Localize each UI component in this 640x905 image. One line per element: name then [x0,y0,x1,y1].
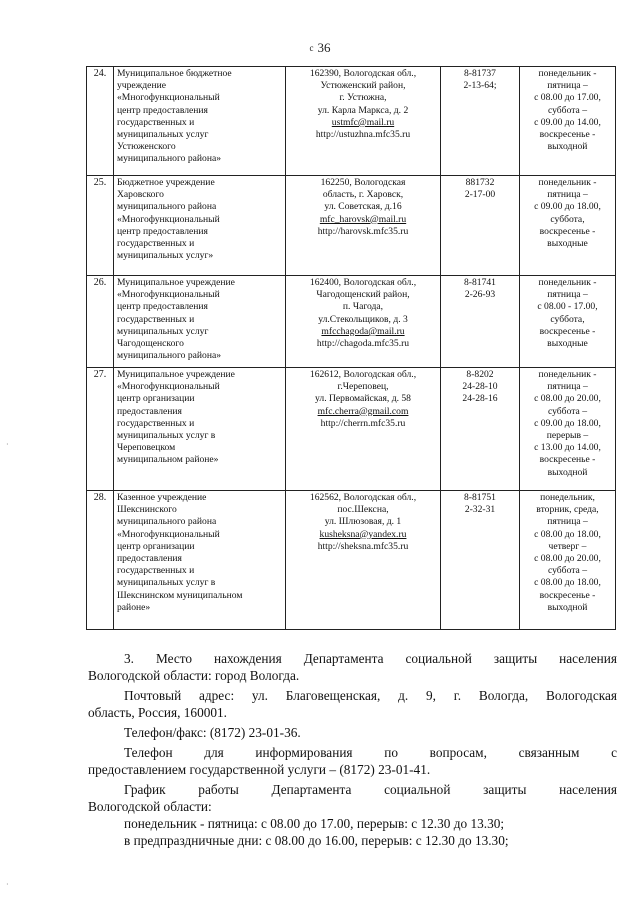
hours-cell [520,491,616,630]
org-name-line: районе» [117,601,151,613]
hours-line: с 13.00 до 14.00, [534,442,601,454]
address-line: 162612, Вологодская обл., [309,369,417,380]
org-name-cell [114,67,286,176]
page-number: c 36 [309,40,331,55]
org-name-line: муниципального района» [117,153,222,165]
address-cell [286,368,441,491]
hours-line: четверг – [548,540,587,552]
org-name-line: «Многофункциональный [117,92,220,104]
org-name-cell [114,368,286,491]
hours-line: воскресенье - [539,589,596,601]
hours-line: выходной [547,466,588,478]
hours-line: перерыв – [546,430,589,442]
org-name-line: центр организации [117,393,195,405]
org-name-line: «Многофункциональный [117,528,220,540]
email-link[interactable]: ustmfc@mail.ru [331,116,395,128]
org-name-line: муниципальном районе» [117,454,219,466]
hours-line: понедельник - [538,277,597,288]
address-line: 162562, Вологодская обл., [309,492,417,503]
email-link[interactable]: mfc_harovsk@mail.ru [319,213,407,225]
org-name-line: Харовского [117,189,164,201]
hours-cell [520,368,616,491]
hours-line: выходной [547,601,588,613]
hours-line: выходные [547,338,588,350]
hours-line: вторник, среда, [536,504,599,516]
phone-line: 24-28-10 [462,381,498,393]
phone-line: 2-13-64; [463,80,497,92]
org-name-line: Чагодощенского [117,338,184,350]
info-phone-line-1: Телефон для информирования по вопросам, связанным с [124,745,617,760]
phone-line: 8-81737 [464,68,496,79]
address-line: п. Чагода, [342,301,384,313]
schedule-heading-line-2: Вологодской области: [88,799,212,814]
email-link[interactable]: mfc.cherra@gmail.com [317,405,409,417]
hours-line: пятница – [547,289,588,301]
email-link[interactable]: mfcchagoda@mail.ru [321,325,405,337]
org-name-line: центр предоставления [117,104,208,116]
org-name-line: муниципальных услуг в [117,577,216,589]
hours-line: с 08.00 до 20.00, [534,393,601,405]
phone-line: 8-81741 [464,277,496,288]
row-number: 27. [87,368,114,491]
location-line-1: 3. Место нахождения Департамента социальной защиты населения [124,651,617,666]
address-line: пос.Шексна, [337,504,389,516]
email-link[interactable]: kusheksna@yandex.ru [319,528,407,540]
org-name-line: государственных и [117,313,195,325]
org-name-line: государственных и [117,238,195,250]
phone-fax: Телефон/факс: (8172) 23-01-36. [124,725,301,740]
hours-line: с 08.00 до 18.00, [534,577,601,589]
department-info [88,650,617,849]
address-line: Чагодощенский район, [316,289,410,301]
table-row [87,368,616,491]
address-cell [286,67,441,176]
hours-line: воскресенье - [539,325,596,337]
hours-line: с 09.00 до 14.00, [534,116,601,128]
org-name-cell [114,491,286,630]
mfc-table-body [87,67,616,630]
org-name-line: учреждение [117,80,166,92]
org-name-line: муниципального района» [117,350,222,362]
address-line: Устюженский район, [320,80,406,92]
margin-mark: · [6,880,9,889]
org-name-line: муниципальных услуг [117,129,209,141]
address-cell [286,176,441,276]
address-cell [286,491,441,630]
phone-line: 8-81751 [464,492,496,503]
org-name-line: центр предоставления [117,225,208,237]
org-name-line: Муниципальное учреждение [117,369,235,380]
address-line: ул. Карла Маркса, д. 2 [317,104,409,116]
org-name-line: государственных и [117,417,195,429]
row-number: 25. [87,176,114,276]
hours-line: суббота, [550,313,585,325]
org-name-line: муниципальных услуг в [117,430,216,442]
row-number: 24. [87,67,114,176]
hours-cell [520,276,616,368]
address-line: г. Устюжна, [339,92,387,104]
row-number: 26. [87,276,114,368]
hours-line: с 09.00 до 18.00, [534,417,601,429]
org-name-line: предоставления [117,405,182,417]
table-row [87,491,616,630]
address-line: ул.Стекольщиков, д. 3 [318,313,408,325]
hours-line: выходной [547,141,588,153]
org-name-line: «Многофункциональный [117,289,220,301]
hours-line: пятница – [547,516,588,528]
hours-line: пятница – [547,80,588,92]
hours-line: суббота – [548,565,587,577]
hours-line: воскресенье - [539,129,596,141]
org-name-line: Шекснинского [117,504,177,516]
row-number: 28. [87,491,114,630]
hours-line: воскресенье - [539,454,596,466]
hours-line: воскресенье - [539,225,596,237]
website-link[interactable]: http://harovsk.mfc35.ru [317,225,409,237]
phone-cell [441,276,520,368]
table-row [87,276,616,368]
hours-line: с 08.00 до 18.00, [534,528,601,540]
org-name-line: центр организации [117,540,195,552]
address-cell [286,276,441,368]
phone-cell [441,368,520,491]
phone-line: 8-8202 [466,369,494,380]
hours-line: суббота, [550,213,585,225]
address-line: 162390, Вологодская обл., [309,68,417,79]
org-name-line: Муниципальное учреждение [117,277,235,288]
hours-line: выходные [547,238,588,250]
org-name-line: «Многофункциональный [117,381,220,393]
hours-line: пятница – [547,189,588,201]
page-number-text: 36 [317,40,331,55]
schedule-preholiday: в предпраздничные дни: с 08.00 до 16.00, перерыв: с 12.30 до 13.30; [124,833,509,848]
org-name-line: государственных и [117,565,195,577]
address-line: 162250, Вологодская [320,177,406,188]
website-link[interactable]: http://sheksna.mfc35.ru [317,540,409,552]
schedule-heading-line-1: График работы Департамента социальной защиты населения [124,782,617,797]
hours-line: с 08.00 до 20.00, [534,553,601,565]
org-name-cell [114,276,286,368]
address-line: ул. Советская, д.16 [324,201,402,213]
org-name-line: Бюджетное учреждение [117,177,215,188]
margin-mark: · [6,440,9,449]
org-name-line: Казенное учреждение [117,492,207,503]
hours-line: с 09.00 до 18.00, [534,201,601,213]
website-link[interactable]: http://cherrn.mfc35.ru [320,417,406,429]
hours-cell [520,67,616,176]
phone-line: 881732 [465,177,495,188]
address-line: область, г. Харовск, [322,189,404,201]
org-name-line: муниципальных услуг [117,325,209,337]
postal-address-line-1: Почтовый адрес: ул. Благовещенская, д. 9, г. Вологда, Вологодская [124,688,617,703]
website-link[interactable]: http://chagoda.mfc35.ru [316,338,410,350]
hours-cell [520,176,616,276]
org-name-line: муниципальных услуг» [117,250,214,262]
org-name-cell [114,176,286,276]
phone-line: 24-28-16 [462,393,498,405]
website-link[interactable]: http://ustuzhna.mfc35.ru [315,129,411,141]
phone-cell [441,491,520,630]
org-name-line: центр предоставления [117,301,208,313]
hours-line: понедельник - [538,369,597,380]
hours-line: понедельник, [540,492,595,503]
org-name-line: предоставления [117,553,182,565]
address-line: 162400, Вологодская обл., [309,277,417,288]
address-line: г.Череповец, [337,381,389,393]
org-name-line: Устюженского [117,141,176,153]
address-line: ул. Первомайская, д. 58 [315,393,411,405]
org-name-line: муниципального района [117,516,217,528]
location-line-2: Вологодской области: город Вологда. [88,668,300,683]
hours-line: понедельник - [538,177,597,188]
phone-line: 2-17-00 [464,189,496,201]
phone-cell [441,67,520,176]
hours-line: с 08.00 до 17.00, [534,92,601,104]
org-name-line: муниципального района [117,201,217,213]
phone-cell [441,176,520,276]
org-name-line: «Многофункциональный [117,213,220,225]
address-line: ул. Шлюзовая, д. 1 [324,516,402,528]
org-name-line: Муниципальное бюджетное [117,68,232,79]
phone-line: 2-26-93 [464,289,496,301]
hours-line: пятница – [547,381,588,393]
table-row [87,67,616,176]
mfc-table [86,66,616,630]
hours-line: суббота – [548,104,587,116]
org-name-line: Шекснинском муниципальном [117,589,243,601]
schedule-weekdays: понедельник - пятница: с 08.00 до 17.00, перерыв: с 12.30 до 13.30; [124,816,505,831]
hours-line: с 08.00 - 17.00, [537,301,598,313]
org-name-line: Череповецком [117,442,176,454]
hours-line: понедельник - [538,68,597,79]
phone-line: 2-32-31 [464,504,496,516]
table-row [87,176,616,276]
info-phone-line-2: предоставлением государственной услуги – (8172) 23-01-41. [88,762,431,777]
postal-address-line-2: область, Россия, 160001. [88,705,227,720]
hours-line: суббота – [548,405,587,417]
org-name-line: государственных и [117,116,195,128]
